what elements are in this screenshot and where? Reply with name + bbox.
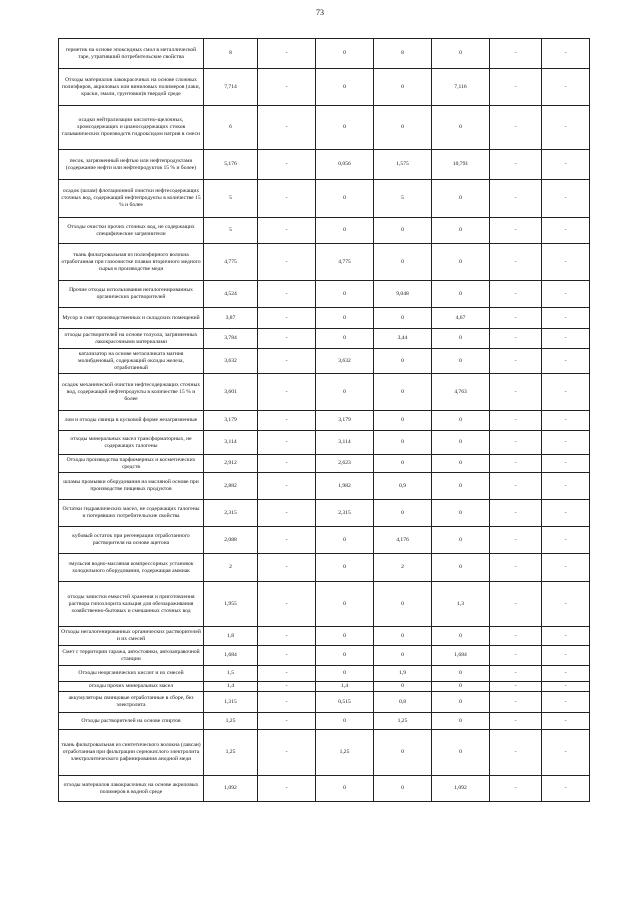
value-cell: - — [258, 329, 316, 349]
value-cell: 0 — [316, 554, 374, 582]
table-row — [59, 582, 590, 627]
value-cell: 1,25 — [374, 713, 432, 730]
table-row — [59, 500, 590, 527]
value-cell: 0 — [374, 500, 432, 527]
table-row — [59, 106, 590, 150]
waste-name-cell: Отходы негалогенированных органических растворителей и их смесей — [59, 627, 204, 646]
value-cell: - — [490, 349, 542, 374]
value-cell: - — [258, 500, 316, 527]
value-cell: 0 — [432, 106, 490, 150]
value-cell: - — [258, 692, 316, 713]
value-cell: 0 — [374, 627, 432, 646]
waste-name-cell: отходы растворителей на основе толуола, загрязненных лакокрасочными материалами — [59, 329, 204, 349]
value-cell: 4,775 — [204, 244, 258, 281]
value-cell: - — [490, 39, 542, 69]
value-cell: 1,3 — [432, 582, 490, 627]
value-cell: 3,114 — [316, 431, 374, 455]
value-cell: - — [258, 374, 316, 411]
table-row — [59, 473, 590, 500]
value-cell: 3,601 — [204, 374, 258, 411]
value-cell: 0 — [432, 329, 490, 349]
value-cell: - — [542, 374, 590, 411]
table-row — [59, 431, 590, 455]
value-cell: 3,179 — [316, 411, 374, 431]
value-cell: - — [490, 180, 542, 218]
value-cell: 2 — [374, 554, 432, 582]
waste-name-cell: аккумуляторы свинцовые отработанные в сборе, без электролита — [59, 692, 204, 713]
value-cell: - — [490, 646, 542, 666]
value-cell: 0 — [374, 244, 432, 281]
value-cell: 0 — [316, 329, 374, 349]
table-row — [59, 281, 590, 308]
value-cell: - — [490, 554, 542, 582]
value-cell: - — [258, 411, 316, 431]
value-cell: - — [258, 349, 316, 374]
waste-name-cell: отходы минеральных масел трансформаторных, не содержащих галогены — [59, 431, 204, 455]
waste-name-cell: песок, загрязненный нефтью или нефтепродуктами (содержание нефти или нефтепродуктов 15 % и более) — [59, 150, 204, 180]
value-cell: 0 — [432, 244, 490, 281]
value-cell: - — [542, 308, 590, 329]
value-cell: 0 — [432, 411, 490, 431]
waste-name-cell: отходы прочих минеральных масел — [59, 682, 204, 692]
table-row — [59, 69, 590, 106]
value-cell: 0 — [316, 69, 374, 106]
value-cell: - — [258, 730, 316, 776]
value-cell: 10,791 — [432, 150, 490, 180]
value-cell: - — [542, 349, 590, 374]
table-body — [59, 39, 590, 802]
value-cell: - — [258, 69, 316, 106]
value-cell: 4,67 — [432, 308, 490, 329]
value-cell: - — [258, 180, 316, 218]
value-cell: 5 — [204, 218, 258, 244]
value-cell: 0 — [316, 218, 374, 244]
table-row — [59, 244, 590, 281]
value-cell: 1,9 — [374, 666, 432, 682]
value-cell: 2 — [204, 554, 258, 582]
value-cell: 7,116 — [432, 69, 490, 106]
value-cell: 0 — [374, 411, 432, 431]
waste-name-cell: Отходы производства парфюмерных и косметических средств — [59, 455, 204, 473]
value-cell: - — [258, 455, 316, 473]
value-cell: - — [542, 180, 590, 218]
table-row — [59, 308, 590, 329]
table-row — [59, 666, 590, 682]
value-cell: 0 — [316, 39, 374, 69]
value-cell: 1,25 — [316, 730, 374, 776]
table-row — [59, 150, 590, 180]
value-cell: - — [542, 554, 590, 582]
table-row — [59, 713, 590, 730]
waste-name-cell: ткань фильтровальная из синтетического волокна (лавсан) отработанная при фильтрации сернокислого электролита электролитического рафинирования анодной меди — [59, 730, 204, 776]
value-cell: 3,114 — [204, 431, 258, 455]
value-cell: 0 — [374, 349, 432, 374]
value-cell: - — [542, 329, 590, 349]
waste-name-cell: Отходы растворителей на основе спиртов — [59, 713, 204, 730]
waste-name-cell: Отходы неорганических кислот и их смесей — [59, 666, 204, 682]
value-cell: 0 — [374, 374, 432, 411]
value-cell: 1,5 — [204, 666, 258, 682]
value-cell: 3,784 — [204, 329, 258, 349]
value-cell: 1,4 — [316, 682, 374, 692]
value-cell: - — [490, 281, 542, 308]
value-cell: - — [542, 500, 590, 527]
value-cell: - — [258, 473, 316, 500]
value-cell: 0 — [374, 455, 432, 473]
value-cell: - — [490, 374, 542, 411]
value-cell: 0 — [432, 500, 490, 527]
value-cell: 3,179 — [204, 411, 258, 431]
value-cell: - — [542, 218, 590, 244]
value-cell: - — [490, 682, 542, 692]
waste-name-cell: Отходы очистки прочих сточных вод, не содержащих специфические загрязнители — [59, 218, 204, 244]
waste-name-cell: Отходы материалов лакокрасочных на основе сложных полиэфиров, акриловых или виниловых полимеров (лаки, краски, эмали, грунтовки)в твердой среде — [59, 69, 204, 106]
value-cell: 1,575 — [374, 150, 432, 180]
table-row — [59, 349, 590, 374]
table-row — [59, 411, 590, 431]
table-row — [59, 554, 590, 582]
table-row — [59, 692, 590, 713]
value-cell: - — [542, 627, 590, 646]
value-cell: 5 — [374, 180, 432, 218]
value-cell: - — [542, 692, 590, 713]
value-cell: 0,8 — [374, 692, 432, 713]
value-cell: - — [490, 500, 542, 527]
value-cell: 0 — [316, 666, 374, 682]
value-cell: 0 — [432, 39, 490, 69]
waste-name-cell: катализатор на основе метасиликата магния молибденовый, содержащий оксиды железа, отработанный — [59, 349, 204, 374]
value-cell: 0,056 — [316, 150, 374, 180]
value-cell: 0 — [374, 69, 432, 106]
waste-name-cell: отходы материалов лакокрасочных на основе акриловых полимеров в водной среде — [59, 776, 204, 802]
waste-name-cell: Остатки гидравлических масел, не содержащих галогены и потерявших потребительские свойства — [59, 500, 204, 527]
value-cell: 1,315 — [204, 692, 258, 713]
value-cell: - — [258, 431, 316, 455]
value-cell: 0 — [316, 582, 374, 627]
table-row — [59, 627, 590, 646]
value-cell: 2,912 — [204, 455, 258, 473]
value-cell: 0 — [374, 106, 432, 150]
value-cell: - — [542, 39, 590, 69]
value-cell: - — [542, 455, 590, 473]
value-cell: 2,088 — [204, 527, 258, 554]
table-row — [59, 730, 590, 776]
table-row — [59, 218, 590, 244]
value-cell: 6 — [204, 106, 258, 150]
value-cell: - — [258, 150, 316, 180]
value-cell: 1,955 — [204, 582, 258, 627]
value-cell: - — [490, 106, 542, 150]
value-cell: 3,44 — [374, 329, 432, 349]
value-cell: - — [490, 308, 542, 329]
value-cell: - — [258, 527, 316, 554]
page-number: 73 — [316, 8, 324, 17]
table-row — [59, 455, 590, 473]
value-cell: - — [258, 776, 316, 802]
value-cell: 2,882 — [204, 473, 258, 500]
value-cell: 2,315 — [316, 500, 374, 527]
value-cell: - — [490, 69, 542, 106]
waste-table — [58, 38, 590, 802]
value-cell: - — [490, 627, 542, 646]
table-row — [59, 374, 590, 411]
waste-name-cell: осадок механической очистки нефтесодержащих сточных вод, содержащий нефтепродукты в количестве 15 % и более — [59, 374, 204, 411]
value-cell: 0 — [432, 473, 490, 500]
value-cell: 4,176 — [374, 527, 432, 554]
value-cell: 3,87 — [204, 308, 258, 329]
value-cell: 0 — [316, 776, 374, 802]
waste-name-cell: герметик на основе эпоксидных смол в металлической таре, утративший потребительские свойства — [59, 39, 204, 69]
value-cell: 0 — [316, 627, 374, 646]
value-cell: 0 — [374, 776, 432, 802]
value-cell: - — [542, 244, 590, 281]
value-cell: 0,515 — [316, 692, 374, 713]
waste-name-cell: Прочие отходы использования негалогенированных органических растворителей — [59, 281, 204, 308]
waste-name-cell: отходы зачистки емкостей хранения и приготовления раствора гипохлорита кальция для обеззараживания хозяйственно-бытовых и смешанных сточных вод — [59, 582, 204, 627]
value-cell: 5,176 — [204, 150, 258, 180]
waste-name-cell: шламы промывки оборудования на масляной основе при производстве пищевых продуктов — [59, 473, 204, 500]
table-row — [59, 776, 590, 802]
value-cell: 3,632 — [204, 349, 258, 374]
waste-name-cell: осадок (шлам) флотационной очистки нефтесодержащих сточных вод, содержащий нефтепродукты в количестве 15 % и более — [59, 180, 204, 218]
value-cell: 5 — [204, 180, 258, 218]
value-cell: 3,632 — [316, 349, 374, 374]
value-cell: 0 — [432, 682, 490, 692]
value-cell: - — [490, 713, 542, 730]
waste-name-cell: Смет с территории гаража, автостоянки, автозаправочной станции — [59, 646, 204, 666]
value-cell: - — [542, 69, 590, 106]
value-cell: - — [542, 713, 590, 730]
value-cell: 0 — [432, 431, 490, 455]
value-cell: 0 — [316, 713, 374, 730]
value-cell: - — [258, 582, 316, 627]
table-row — [59, 682, 590, 692]
value-cell: - — [258, 554, 316, 582]
value-cell: - — [490, 411, 542, 431]
waste-name-cell: Мусор и смет производственных и складских помещений — [59, 308, 204, 329]
value-cell: 0 — [432, 527, 490, 554]
waste-name-cell: осадки нейтрализации кислотно-щелочных, хромсодержащих и цианосодержащих стоков гальванических производств гидроксидом натрия в смеси — [59, 106, 204, 150]
value-cell: 1,684 — [204, 646, 258, 666]
value-cell: 1,4 — [204, 682, 258, 692]
value-cell: 7,714 — [204, 69, 258, 106]
value-cell: - — [490, 527, 542, 554]
value-cell: 0 — [374, 308, 432, 329]
value-cell: - — [490, 244, 542, 281]
value-cell: 4,763 — [432, 374, 490, 411]
value-cell: 1,25 — [204, 730, 258, 776]
value-cell: 4,775 — [316, 244, 374, 281]
value-cell: - — [490, 582, 542, 627]
value-cell: 1,092 — [432, 776, 490, 802]
value-cell: - — [542, 666, 590, 682]
value-cell: 1,684 — [432, 646, 490, 666]
waste-name-cell: эмульсия водно-масляная компрессорных установок холодильного оборудования, содержащая аммиак — [59, 554, 204, 582]
value-cell: 1,8 — [204, 627, 258, 646]
value-cell: - — [490, 431, 542, 455]
value-cell: - — [258, 666, 316, 682]
value-cell: 0 — [316, 180, 374, 218]
value-cell: 0 — [316, 281, 374, 308]
value-cell: 9,048 — [374, 281, 432, 308]
value-cell: 0 — [432, 281, 490, 308]
waste-name-cell: ткань фильтровальная из полиэфирного волокна отработанная при газоочистке плавки вторичного медного сырья в производстве меди — [59, 244, 204, 281]
value-cell: - — [542, 776, 590, 802]
value-cell: - — [542, 730, 590, 776]
table-row — [59, 527, 590, 554]
value-cell: 0 — [432, 666, 490, 682]
value-cell: - — [542, 646, 590, 666]
value-cell: 0 — [432, 730, 490, 776]
value-cell: - — [542, 473, 590, 500]
value-cell: - — [490, 473, 542, 500]
value-cell: - — [258, 244, 316, 281]
value-cell: 0 — [316, 527, 374, 554]
value-cell: - — [542, 150, 590, 180]
value-cell: - — [258, 646, 316, 666]
table-row — [59, 39, 590, 69]
value-cell: - — [258, 308, 316, 329]
value-cell: 0 — [374, 646, 432, 666]
value-cell: - — [490, 329, 542, 349]
value-cell: - — [258, 39, 316, 69]
value-cell: 0 — [432, 627, 490, 646]
value-cell: 8 — [204, 39, 258, 69]
value-cell: 0 — [316, 308, 374, 329]
value-cell: 0 — [432, 692, 490, 713]
value-cell: - — [258, 281, 316, 308]
value-cell: - — [490, 455, 542, 473]
value-cell: 0,9 — [374, 473, 432, 500]
value-cell: 8 — [374, 39, 432, 69]
table-row — [59, 329, 590, 349]
value-cell: - — [258, 713, 316, 730]
value-cell: - — [490, 150, 542, 180]
value-cell: - — [490, 666, 542, 682]
value-cell: 1,092 — [204, 776, 258, 802]
value-cell: 0 — [316, 106, 374, 150]
value-cell: 0 — [432, 554, 490, 582]
value-cell: - — [542, 682, 590, 692]
value-cell: - — [258, 627, 316, 646]
value-cell: 0 — [432, 455, 490, 473]
value-cell: - — [258, 682, 316, 692]
value-cell: 1,982 — [316, 473, 374, 500]
value-cell: - — [542, 281, 590, 308]
value-cell: 1,25 — [204, 713, 258, 730]
value-cell: - — [490, 218, 542, 244]
value-cell: 0 — [316, 646, 374, 666]
value-cell: - — [542, 411, 590, 431]
value-cell: 0 — [432, 349, 490, 374]
waste-name-cell: кубовый остаток при регенерации отработанного растворителя на основе ацетона — [59, 527, 204, 554]
value-cell: 0 — [374, 730, 432, 776]
value-cell: 0 — [316, 374, 374, 411]
value-cell: - — [490, 730, 542, 776]
value-cell: - — [490, 776, 542, 802]
value-cell: 4,524 — [204, 281, 258, 308]
value-cell: - — [542, 106, 590, 150]
value-cell: 0 — [432, 218, 490, 244]
value-cell: 2,315 — [204, 500, 258, 527]
value-cell: - — [258, 218, 316, 244]
value-cell: 0 — [432, 180, 490, 218]
waste-name-cell: лом и отходы свинца в кусковой форме незагрязненные — [59, 411, 204, 431]
value-cell: 0 — [374, 582, 432, 627]
value-cell: 0 — [374, 431, 432, 455]
value-cell: 0 — [432, 713, 490, 730]
value-cell: 2,623 — [316, 455, 374, 473]
table-row — [59, 646, 590, 666]
value-cell: - — [542, 527, 590, 554]
value-cell: - — [542, 582, 590, 627]
value-cell: - — [490, 692, 542, 713]
value-cell: - — [542, 431, 590, 455]
table-row — [59, 180, 590, 218]
value-cell: 0 — [374, 682, 432, 692]
value-cell: - — [258, 106, 316, 150]
value-cell: 0 — [374, 218, 432, 244]
